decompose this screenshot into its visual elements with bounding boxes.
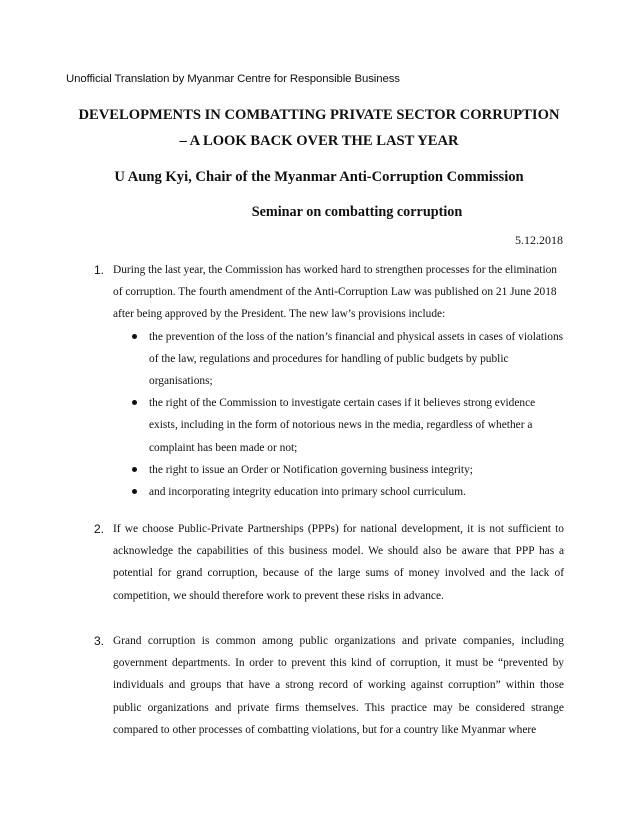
bullet-text: the right of the Commission to investigate certain cases if it believes strong evidence exists, including in the form of notorious news in the media, regardless of whether a complaint has been made or not; (149, 397, 536, 454)
bullet-text: the prevention of the loss of the nation’s financial and physical assets in cases of violations of the law, regulations and procedures for handling of public budgets by public organisations; (149, 330, 564, 388)
list-item (113, 481, 564, 503)
document-title-line-2: – A LOOK BACK OVER THE LAST YEAR (179, 133, 459, 149)
list-item (113, 326, 564, 393)
document-title-line-1: DEVELOPMENTS IN COMBATTING PRIVATE SECTOR CORRUPTION (78, 107, 560, 123)
paragraph-1 (94, 259, 564, 503)
paragraph-text: If we choose Public-Private Partnerships (PPPs) for national development, it is not sufficient to acknowledge the capabilities of this business model. We should also be aware that PPP has a potential for grand corruption, because of the large sums of money involved and the lack of competition, we should therefore work to prevent these risks in advance. (113, 523, 564, 602)
bullet-icon (132, 467, 137, 472)
paragraph-number: 2. (94, 522, 105, 536)
paragraph-text: During the last year, the Commission has worked hard to strengthen processes for the elimination of corruption. The fourth amendment of the Anti-Corruption Law was published on 21 June 2018 after being approved by the President. The new law’s provisions include: (113, 264, 557, 321)
bullet-list (113, 326, 564, 504)
list-item (113, 459, 564, 481)
author-line: U Aung Kyi, Chair of the Myanmar Anti-Corruption Commission (114, 169, 524, 185)
paragraph-number: 3. (94, 634, 105, 648)
bullet-icon (132, 489, 137, 494)
list-item (113, 392, 564, 459)
document-date: 5.12.2018 (515, 233, 563, 247)
paragraph-number: 1. (94, 263, 105, 277)
bullet-text: and incorporating integrity education into primary school curriculum. (149, 486, 466, 499)
translation-note: Unofficial Translation by Myanmar Centre for Responsible Business (66, 73, 400, 85)
paragraph-2 (94, 518, 564, 607)
bullet-text: the right to issue an Order or Notification governing business integrity; (149, 463, 473, 476)
bullet-icon (132, 400, 137, 405)
paragraph-3 (94, 630, 564, 741)
paragraph-text: Grand corruption is common among public organizations and private companies, including government departments. In order to prevent this kind of corruption, it must be “prevented by individuals and groups that have a strong record of working against corruption” within those public organizations and private firms themselves. This practice may be considered strange compared to other processes of combatting violations, but for a country like Myanmar where (113, 635, 564, 736)
seminar-title: Seminar on combatting corruption (251, 204, 463, 220)
bullet-icon (132, 334, 137, 339)
